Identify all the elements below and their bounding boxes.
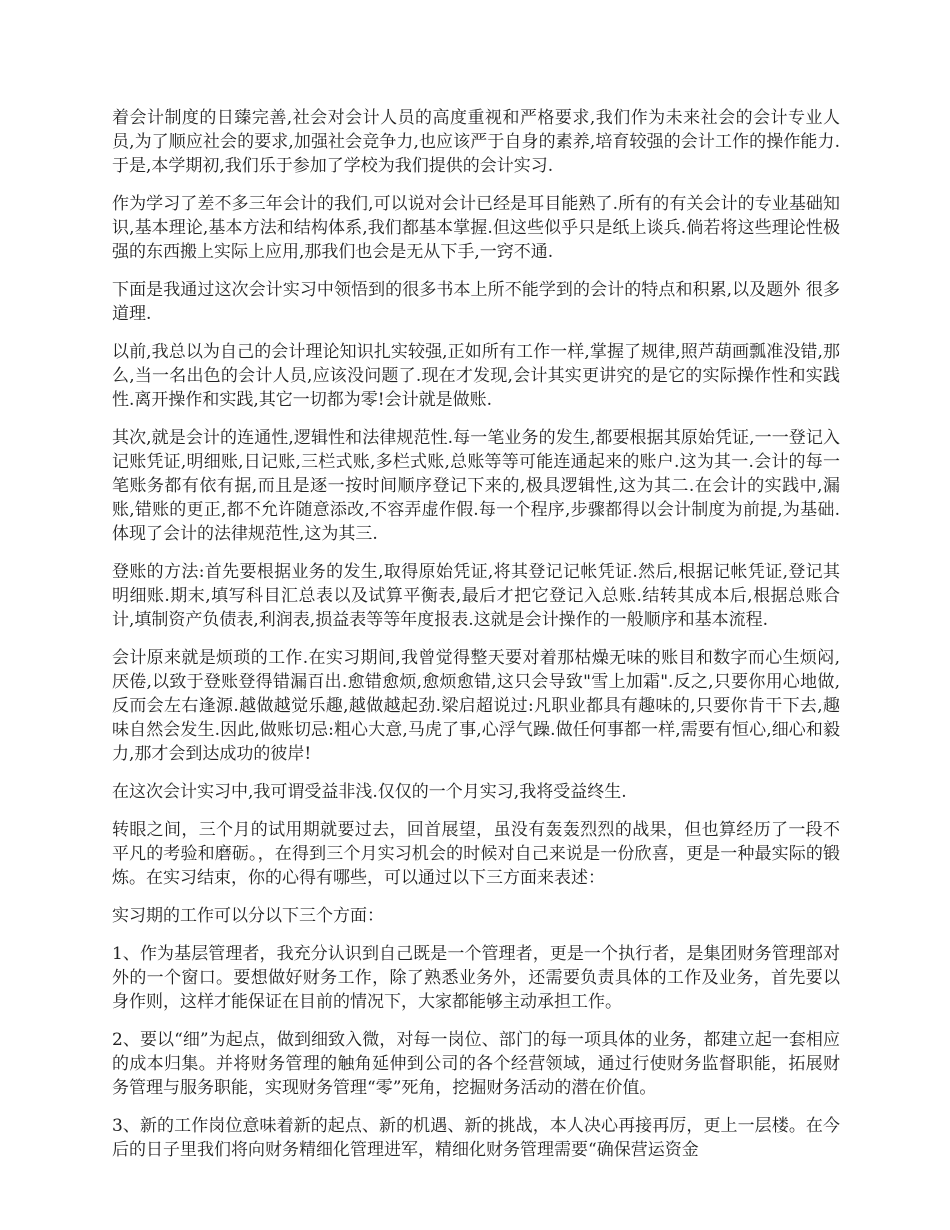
paragraph-13: 3、新的工作岗位意味着新的起点、新的机遇、新的挑战，本人决心再接再厉，更上一层楼。在今后的日子里我们将向财务精细化管理进军，精细化财务管理需要“确保营运资金 bbox=[112, 1116, 840, 1160]
paragraph-12: 2、要以“细”为起点，做到细致入微，对每一岗位、部门的每一项具体的业务，都建立起一套相应的成本归集。并将财务管理的触角延伸到公司的各个经营领域，通过行使财务监督职能，拓展财务管理与服务职能，实现财务管理“零”死角，挖掘财务活动的潜在价值。 bbox=[112, 1030, 840, 1098]
paragraph-7: 会计原来就是烦琐的工作.在实习期间,我曾觉得整天要对着那枯燥无味的账目和数字而心生烦闷,厌倦,以致于登账登得错漏百出.愈错愈烦,愈烦愈错,这只会导致"雪上加霜".反之,只要你用心地做,反而会左右逢源.越做越觉乐趣,越做越起劲.梁启超说过:凡职业都具有趣味的,只要你肯干下去,趣味自然会发生.因此,做账切忌:粗心大意,马虎了事,心浮气躁.做任何事都一样,需要有恒心,细心和毅力,那才会到达成功的彼岸! bbox=[112, 648, 840, 764]
paragraph-9: 转眼之间，三个月的试用期就要过去，回首展望，虽没有轰轰烈烈的战果，但也算经历了一段不平凡的考验和磨砺。，在得到三个月实习机会的时候对自己来说是一份欣喜，更是一种最实际的锻炼。在实习结束，你的心得有哪些，可以通过以下三方面来表述： bbox=[112, 820, 840, 888]
paragraph-6: 登账的方法:首先要根据业务的发生,取得原始凭证,将其登记记帐凭证.然后,根据记帐凭证,登记其明细账.期末,填写科目汇总表以及试算平衡表,最后才把它登记入总账.结转其成本后,根据总账合计,填制资产负债表,利润表,损益表等等年度报表.这就是会计操作的一般顺序和基本流程. bbox=[112, 562, 840, 630]
paragraph-8: 在这次会计实习中,我可谓受益非浅.仅仅的一个月实习,我将受益终生. bbox=[112, 782, 627, 802]
paragraph-4: 以前,我总以为自己的会计理论知识扎实较强,正如所有工作一样,掌握了规律,照芦葫画瓢准没错,那么,当一名出色的会计人员,应该没问题了.现在才发现,会计其实更讲究的是它的实际操作性和实践性.离开操作和实践,其它一切都为零!会计就是做账. bbox=[112, 342, 840, 410]
paragraph-11: 1、作为基层管理者，我充分认识到自己既是一个管理者，更是一个执行者，是集团财务管理部对外的一个窗口。要想做好财务工作，除了熟悉业务外，还需要负责具体的工作及业务，首先要以身作则，这样才能保证在目前的情况下，大家都能够主动承担工作。 bbox=[112, 944, 840, 1012]
paragraph-10: 实习期的工作可以分以下三个方面： bbox=[112, 906, 384, 926]
document-page bbox=[112, 106, 840, 1176]
paragraph-3: 下面是我通过这次会计实习中领悟到的很多书本上所不能学到的会计的特点和积累,以及题外 很多道理. bbox=[112, 280, 840, 324]
paragraph-2: 作为学习了差不多三年会计的我们,可以说对会计已经是耳目能熟了.所有的有关会计的专业基础知识,基本理论,基本方法和结构体系,我们都基本掌握.但这些似乎只是纸上谈兵.倘若将这些理论性极强的东西搬上实际上应用,那我们也会是无从下手,一窍不通. bbox=[112, 194, 840, 262]
paragraph-5: 其次,就是会计的连通性,逻辑性和法律规范性.每一笔业务的发生,都要根据其原始凭证,一一登记入记账凭证,明细账,日记账,三栏式账,多栏式账,总账等等可能连通起来的账户.这为其一.会计的每一笔账务都有依有据,而且是逐一按时间顺序登记下来的,极具逻辑性,这为其二.在会计的实践中,漏账,错账的更正,都不允许随意添改,不容弄虚作假.每一个程序,步骤都得以会计制度为前提,为基础.体现了会计的法律规范性,这为其三. bbox=[112, 428, 840, 544]
paragraph-1: 着会计制度的日臻完善,社会对会计人员的高度重视和严格要求,我们作为未来社会的会计专业人员,为了顺应社会的要求,加强社会竞争力,也应该严于自身的素养,培育较强的会计工作的操作能力.于是,本学期初,我们乐于参加了学校为我们提供的会计实习. bbox=[112, 108, 840, 176]
